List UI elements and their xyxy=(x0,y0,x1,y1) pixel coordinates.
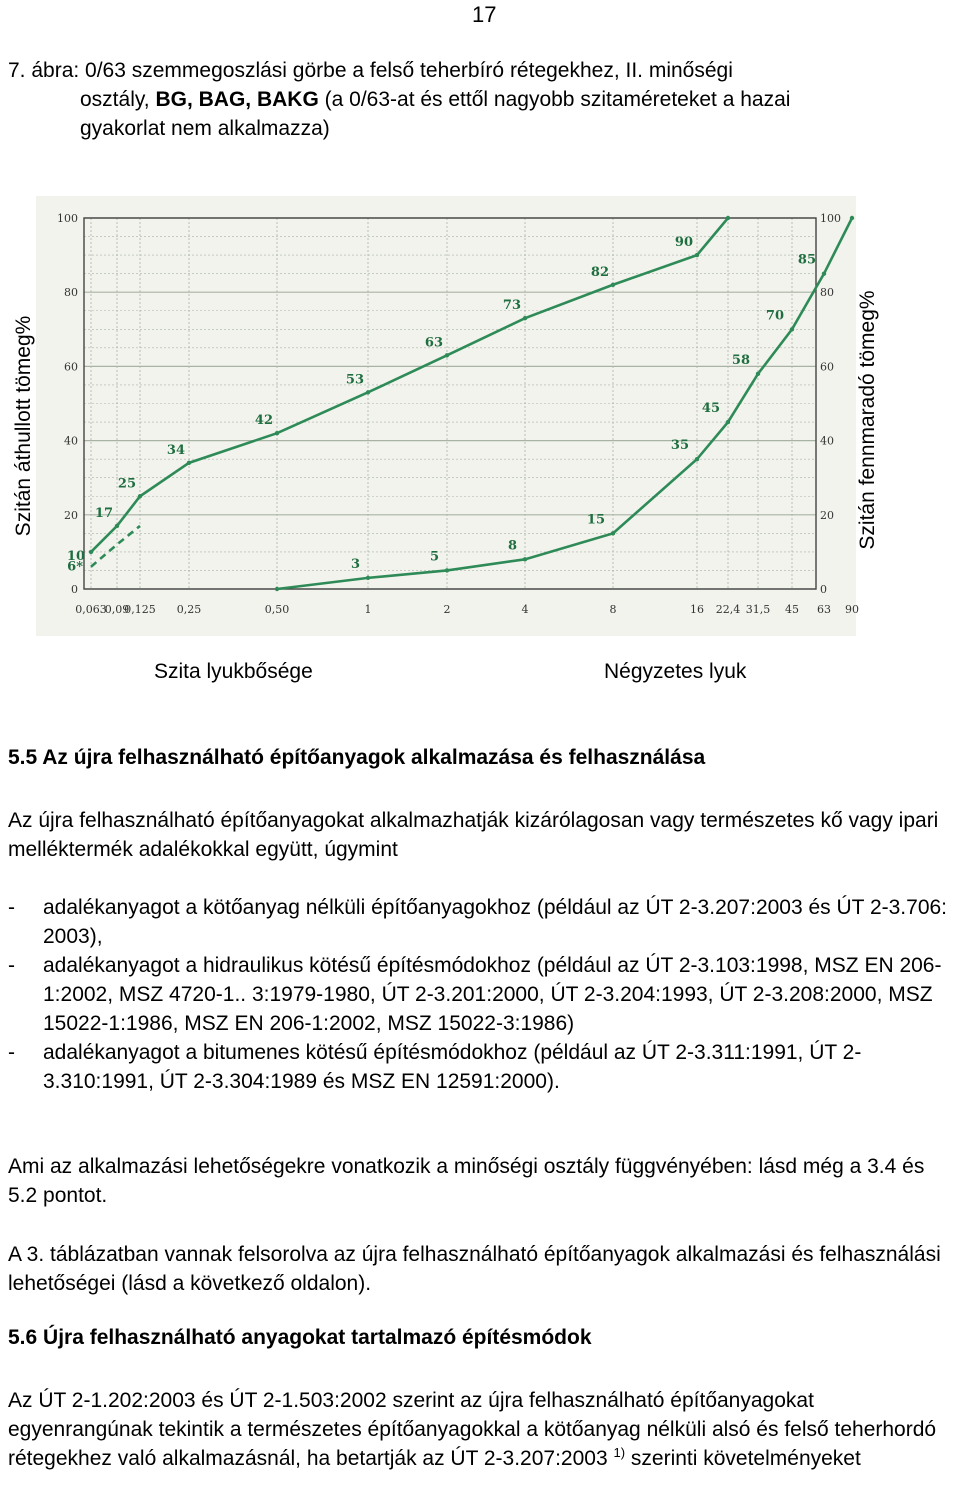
data-point xyxy=(445,353,449,357)
y-right-tick-label: 20 xyxy=(820,508,834,522)
y-left-tick-label: 80 xyxy=(64,286,78,300)
data-point xyxy=(695,253,699,257)
data-point xyxy=(275,431,279,435)
y-right-tick-label: 40 xyxy=(820,434,834,448)
data-label: 63 xyxy=(424,335,443,351)
x-tick-label: 63 xyxy=(817,603,831,616)
data-point xyxy=(790,327,794,331)
y-left-tick-label: 20 xyxy=(64,508,78,522)
data-point xyxy=(611,531,615,535)
data-label: 53 xyxy=(345,372,364,388)
data-label: 45 xyxy=(701,401,720,417)
caption-line-1: 7. ábra: 0/63 szemmegoszlási görbe a felső teherbíró rétegekhez, II. minőségi xyxy=(8,59,733,82)
y-left-tick-label: 100 xyxy=(57,212,78,225)
paragraph-construction-methods: Az ÚT 2-1.202:2003 és ÚT 2-1.503:2002 szerint az újra felhasználható építőanyagokat egyenrangúnak tekintik a természetes építőanyagokkal a kötőanyag nélküli alsó és felső teherhordó rétegekhez való alkalmazásnál, ha betartják az ÚT 2-3.207:2003 $^{1)}$ szerinti követelményeket xyxy=(8,1389,937,1470)
data-point xyxy=(89,550,93,554)
x-tick-label: 0,50 xyxy=(264,603,290,616)
usage-list xyxy=(8,893,958,1096)
sieve-size-label: Szita lyukbősége xyxy=(154,660,313,683)
y-right-tick-label: 80 xyxy=(820,286,834,300)
x-tick-label: 16 xyxy=(690,603,704,616)
paragraph-usage: Az újra felhasználható építőanyagokat alkalmazhatják kizárólagosan vagy természetes kő vagy ipari melléktermék adalékokkal együtt, úgymint xyxy=(8,809,939,861)
y-left-tick-label: 40 xyxy=(64,434,78,448)
footnote-marker: 1) xyxy=(613,1445,626,1460)
caption-line-3: gyakorlat nem alkalmazza) xyxy=(80,117,330,140)
data-label: 5 xyxy=(429,549,439,565)
data-label: 15 xyxy=(586,512,605,528)
grading-chart xyxy=(36,196,859,636)
page-number: 17 xyxy=(472,2,497,27)
data-label: 70 xyxy=(765,308,784,324)
data-point xyxy=(756,372,760,376)
data-label: 8 xyxy=(507,538,517,554)
x-tick-label: 0,125 xyxy=(124,603,156,616)
data-label: 73 xyxy=(502,298,521,314)
square-hole-label: Négyzetes lyuk xyxy=(604,660,747,683)
x-tick-label: 2 xyxy=(443,603,451,616)
data-point xyxy=(726,420,730,424)
data-label: 34 xyxy=(166,442,185,458)
list-item: - adalékanyagot a kötőanyag nélküli építőanyagokhoz (például az ÚT 2-3.207:2003 és ÚT 2-3.706: 2003), xyxy=(8,896,948,948)
x-tick-label: 1 xyxy=(364,603,372,616)
data-point xyxy=(366,390,370,394)
y-left-tick-label: 0 xyxy=(71,583,78,596)
y-left-tick-label: 60 xyxy=(64,360,78,374)
paragraph-quality-class: Ami az alkalmazási lehetőségekre vonatkozik a minőségi osztály függvényében: lásd még a 3.4 és 5.2 pontot. xyxy=(8,1155,925,1207)
x-tick-label: 0,09 xyxy=(104,603,130,616)
data-point xyxy=(523,557,527,561)
data-label: 25 xyxy=(117,476,136,492)
data-label: 90 xyxy=(674,235,693,251)
figure-caption xyxy=(8,56,953,143)
y-right-tick-label: 0 xyxy=(820,583,827,596)
data-point xyxy=(695,457,699,461)
data-label: 3 xyxy=(350,556,360,572)
data-point xyxy=(366,576,370,580)
data-point xyxy=(115,524,119,528)
data-point xyxy=(445,568,449,572)
x-tick-label: 22,4 xyxy=(715,603,741,616)
section-heading-5-6: 5.6 Újra felhasználható anyagokat tartalmazó építésmódok xyxy=(8,1326,592,1349)
data-label: 6* xyxy=(67,559,83,575)
data-point xyxy=(726,216,730,220)
data-point xyxy=(275,587,279,591)
caption-line-2: osztály, BG, BAG, BAKG (a 0/63-at és ettől nagyobb szitaméreteket a hazai xyxy=(80,88,791,111)
right-axis-label: Szitán fennmaradó tömeg% xyxy=(856,290,879,550)
data-label: 82 xyxy=(590,264,609,280)
data-point xyxy=(138,494,142,498)
y-right-tick-label: 60 xyxy=(820,360,834,374)
x-tick-label: 4 xyxy=(521,603,529,616)
data-label: 85 xyxy=(797,252,816,268)
x-tick-label: 0,063 xyxy=(75,603,107,616)
caption-bold-classes: BG, BAG, BAKG xyxy=(155,88,319,111)
data-label: 58 xyxy=(731,352,750,368)
list-item: - adalékanyagot a hidraulikus kötésű építésmódokhoz (például az ÚT 2-3.103:1998, MSZ EN 206-1:2002, MSZ 4720-1.. 3:1979-1980, ÚT 2-3.201:2000, ÚT 2-3.204:1993, ÚT 2-3.208:2000, MSZ 15022-1:1986, MSZ EN 206-1:2002, MSZ 15022-3:1986) xyxy=(8,954,942,1035)
paragraph-table-reference: A 3. táblázatban vannak felsorolva az újra felhasználható építőanyagok alkalmazási és felhasználási lehetőségei (lásd a következő oldalon). xyxy=(8,1243,941,1295)
data-label: 35 xyxy=(670,438,689,454)
x-tick-label: 90 xyxy=(845,603,859,616)
data-point xyxy=(611,283,615,287)
y-right-tick-label: 100 xyxy=(820,212,841,225)
data-point xyxy=(822,271,826,275)
x-tick-label: 31,5 xyxy=(745,603,771,616)
x-tick-label: 45 xyxy=(785,603,799,616)
left-axis-label: Szitán áthullott tömeg% xyxy=(12,315,35,537)
data-label: 42 xyxy=(254,413,273,429)
data-label: 10 xyxy=(66,548,85,564)
data-label: 17 xyxy=(94,505,113,521)
data-point xyxy=(850,216,854,220)
list-item: - adalékanyagot a bitumenes kötésű építésmódokhoz (például az ÚT 2-3.311:1991, ÚT 2-3.310:1991, ÚT 2-3.304:1989 és MSZ EN 12591:2000). xyxy=(8,1041,862,1093)
section-heading-5-5: 5.5 Az újra felhasználható építőanyagok alkalmazása és felhasználása xyxy=(8,746,706,769)
x-tick-label: 8 xyxy=(609,603,617,616)
data-point xyxy=(523,316,527,320)
grading-chart-svg xyxy=(36,196,859,636)
data-point xyxy=(187,461,191,465)
x-tick-label: 0,25 xyxy=(176,603,202,616)
